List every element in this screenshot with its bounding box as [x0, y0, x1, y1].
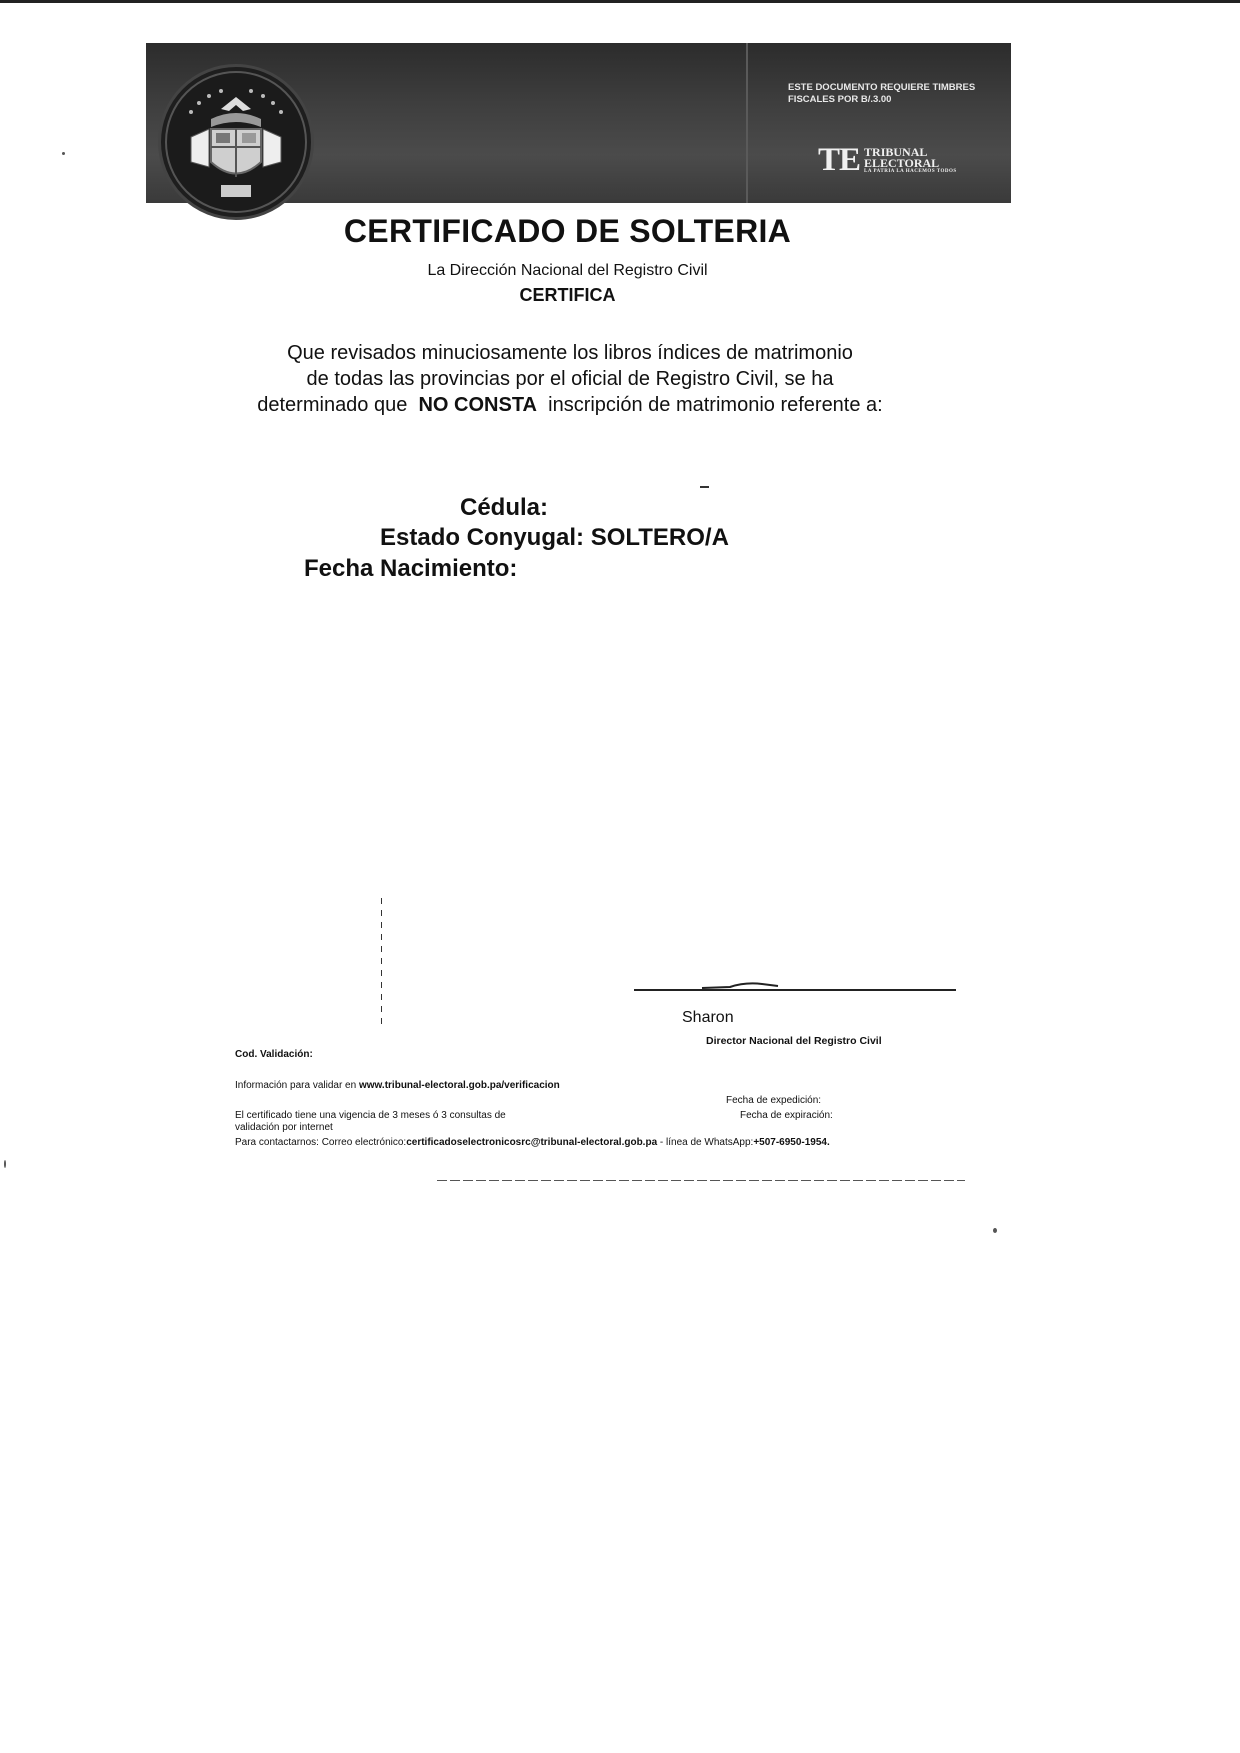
contact-prefix: Para contactarnos: Correo electrónico:	[235, 1137, 407, 1148]
signature-line	[634, 989, 956, 991]
scan-mark	[700, 486, 709, 488]
panama-coat-of-arms-icon	[158, 64, 314, 220]
fiscal-notice-line2: FISCALES POR B/.3.00	[788, 94, 892, 105]
paragraph-line3	[200, 392, 940, 418]
validation-info	[235, 1080, 560, 1092]
fecha-nacimiento-field	[304, 555, 517, 583]
vigencia-line2: validación por internet	[235, 1122, 333, 1133]
no-consta-emphasis: NO CONSTA	[418, 394, 537, 416]
logo-name-line1: TRIBUNAL	[864, 144, 928, 159]
validation-url-link[interactable]: www.tribunal-electoral.gob.pa/verificacion	[358, 1080, 560, 1091]
scan-top-edge	[0, 0, 1240, 3]
validation-info-prefix: Información para validar en	[235, 1080, 357, 1091]
fecha-nacimiento-label: Fecha Nacimiento:	[304, 555, 518, 582]
tribunal-electoral-logo	[818, 142, 957, 179]
paragraph-line3-after: inscripción de matrimonio referente a:	[548, 394, 883, 416]
cod-validacion-label: Cod. Validación:	[235, 1049, 313, 1060]
fiscal-notice-line1: ESTE DOCUMENTO REQUIERE TIMBRES	[788, 82, 976, 93]
estado-conyugal-value: SOLTERO/A	[590, 524, 729, 551]
scan-speck	[4, 1160, 6, 1168]
vigencia-note	[235, 1110, 565, 1134]
certifica-heading: CERTIFICA	[519, 285, 616, 305]
footer-divider	[437, 1180, 965, 1181]
cedula-field	[460, 494, 548, 522]
logo-name-line2: ELECTORAL	[864, 155, 940, 170]
fiscal-stamp-notice	[788, 82, 1008, 106]
logo-name	[864, 144, 957, 175]
scan-vertical-mark	[381, 898, 382, 1028]
cedula-label: Cédula:	[460, 494, 549, 521]
issuer-line: La Dirección Nacional del Registro Civil	[427, 262, 708, 279]
contact-whatsapp-number[interactable]: +507-6950-1954.	[753, 1137, 830, 1148]
contact-email-link[interactable]: certificadoselectronicosrc@tribunal-electoral.gob.pa	[406, 1137, 658, 1148]
certificate-title: CERTIFICADO DE SOLTERIA	[343, 213, 792, 249]
signatory-role: Director Nacional del Registro Civil	[706, 1035, 882, 1047]
contact-info	[235, 1137, 830, 1149]
estado-conyugal-label: Estado Conyugal:	[380, 524, 585, 551]
paragraph-line3-before: determinado que	[257, 394, 408, 416]
signatory-name: Sharon	[682, 1009, 734, 1026]
fecha-expiracion-label: Fecha de expiración:	[740, 1110, 833, 1121]
vigencia-line1: El certificado tiene una vigencia de 3 meses ó 3 consultas de	[235, 1110, 506, 1121]
paragraph-line1: Que revisados minuciosamente los libros índices de matrimonio	[287, 342, 853, 364]
logo-motto: LA PATRIA LA HACEMOS TODOS	[864, 168, 957, 174]
scan-speck	[62, 152, 65, 155]
logo-mark: TE	[818, 142, 861, 178]
scan-speck	[993, 1228, 997, 1233]
certification-paragraph	[200, 340, 940, 418]
banner-fold	[746, 43, 748, 203]
fecha-expedicion-label: Fecha de expedición:	[726, 1095, 822, 1106]
paragraph-line2: de todas las provincias por el oficial de Registro Civil, se ha	[306, 368, 834, 390]
estado-conyugal-field	[380, 524, 729, 552]
contact-mid: - línea de WhatsApp:	[657, 1137, 754, 1148]
